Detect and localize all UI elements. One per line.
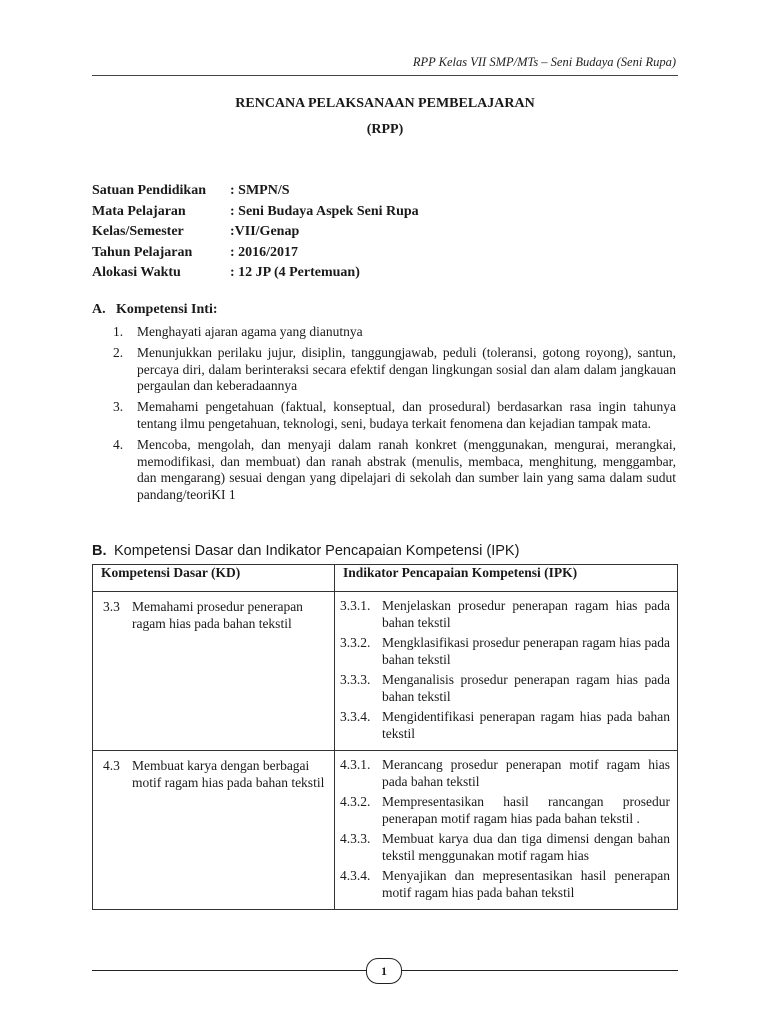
ipk-item	[340, 831, 670, 864]
ipk-cell	[335, 751, 678, 910]
section-b-heading	[92, 543, 519, 559]
header-divider	[92, 75, 678, 76]
info-label: Alokasi Waktu	[92, 265, 181, 280]
kd-item	[103, 599, 326, 632]
ipk-item	[340, 757, 670, 790]
section-letter: A.	[92, 302, 106, 317]
list-item	[113, 399, 676, 433]
ipk-number: 3.3.4.	[340, 709, 371, 724]
ipk-item	[340, 598, 670, 631]
ipk-number: 3.3.2.	[340, 635, 371, 650]
list-item	[113, 345, 676, 395]
ipk-text: Menjelaskan prosedur penerapan ragam hias pada bahan tekstil	[382, 598, 670, 630]
kd-number: 3.3	[103, 599, 120, 614]
info-label: Mata Pelajaran	[92, 203, 186, 219]
running-header: RPP Kelas VII SMP/MTs – Seni Budaya (Seni Rupa)	[412, 55, 676, 69]
list-text: Memahami pengetahuan (faktual, konseptual, dan prosedural) berdasarkan rasa ingin tahunya tentang ilmu pengetahuan, teknologi, seni, budaya terkait fenomena dan kejadian tampak mata.	[137, 399, 676, 431]
list-text: Mencoba, mengolah, dan menyaji dalam ranah konkret (menggunakan, mengurai, merangkai, memodifikasi, dan membuat) dan ranah abstrak (menulis, membaca, menghitung, menggambar, dan mengarang) sesuai dengan yang dipelajari di sekolah dan sumber lain yang sama dalam sudut pandang/teoriKI 1	[137, 436, 676, 503]
section-letter: B.	[92, 543, 107, 559]
ipk-text: Mempresentasikan hasil rancangan prosedur penerapan motif ragam hias pada bahan tekstil .	[382, 794, 670, 826]
document-title	[92, 91, 678, 143]
ipk-number: 4.3.3.	[340, 831, 371, 846]
ipk-text: Menganalisis prosedur penerapan ragam hias pada bahan tekstil	[382, 672, 670, 704]
ipk-number: 3.3.3.	[340, 672, 371, 687]
ipk-item	[340, 635, 670, 668]
title-line-2: (RPP)	[366, 122, 404, 137]
info-value: : SMPN/S	[230, 183, 290, 198]
kd-cell	[93, 751, 335, 910]
page-number-badge: 1	[366, 958, 402, 984]
identity-block	[92, 181, 419, 284]
info-value: : 2016/2017	[230, 244, 299, 260]
info-row-kelas	[92, 222, 419, 243]
info-value: : 12 JP (4 Pertemuan)	[230, 265, 360, 280]
info-row-mapel	[92, 202, 419, 223]
list-number: 2.	[113, 344, 124, 360]
section-title: Kompetensi Inti:	[116, 302, 218, 317]
list-item	[113, 437, 676, 504]
list-number: 4.	[113, 436, 124, 452]
table-header-row	[93, 565, 678, 592]
info-row-alokasi	[92, 263, 419, 284]
kd-item	[103, 758, 326, 791]
info-label: Satuan Pendidikan	[92, 183, 206, 198]
ipk-text: Menyajikan dan mepresentasikan hasil penerapan motif ragam hias pada bahan tekstil	[382, 868, 670, 900]
ipk-text: Merancang prosedur penerapan motif ragam hias pada bahan tekstil	[382, 757, 670, 789]
info-label: Kelas/Semester	[92, 224, 184, 239]
ipk-text: Mengidentifikasi penerapan ragam hias pada bahan tekstil	[382, 709, 670, 741]
ipk-number: 4.3.4.	[340, 868, 371, 883]
list-number: 3.	[113, 399, 124, 415]
ipk-cell	[335, 592, 678, 751]
list-text: Menghayati ajaran agama yang dianutnya	[137, 324, 363, 339]
section-a-heading	[92, 302, 218, 318]
ipk-item	[340, 794, 670, 827]
info-row-satuan	[92, 181, 419, 202]
ipk-text: Membuat karya dua dan tiga dimensi dengan bahan tekstil menggunakan motif ragam hias	[382, 831, 670, 863]
list-text: Menunjukkan perilaku jujur, disiplin, tanggungjawab, peduli (toleransi, gotong royong), santun, percaya diri, dalam berinteraksi secara efektif dengan lingkungan sosial dan alam dalam jangkauan pergaulan dan keberadaannya	[137, 344, 676, 394]
kompetensi-inti-list	[113, 324, 676, 508]
info-value: :VII/Genap	[230, 224, 300, 239]
kd-number: 4.3	[103, 758, 120, 773]
column-header-ipk: Indikator Pencapaian Kompetensi (IPK)	[335, 565, 678, 592]
ipk-text: Mengklasifikasi prosedur penerapan ragam hias pada bahan tekstil	[382, 635, 670, 667]
kd-text: Memahami prosedur penerapan ragam hias pada bahan tekstil	[132, 599, 303, 631]
list-number: 1.	[113, 324, 124, 339]
ipk-number: 4.3.2.	[340, 794, 371, 809]
info-value: : Seni Budaya Aspek Seni Rupa	[230, 203, 419, 219]
kd-ipk-table	[92, 564, 678, 910]
ipk-number: 3.3.1.	[340, 598, 371, 613]
ipk-item	[340, 868, 670, 901]
kd-text: Membuat karya dengan berbagai motif ragam hias pada bahan tekstil	[132, 758, 325, 790]
kd-cell	[93, 592, 335, 751]
ipk-item	[340, 672, 670, 705]
info-label: Tahun Pelajaran	[92, 244, 193, 260]
column-header-kd: Kompetensi Dasar (KD)	[93, 565, 335, 592]
table-row	[93, 751, 678, 910]
info-row-tahun	[92, 243, 419, 264]
list-item	[113, 324, 676, 341]
table-row	[93, 592, 678, 751]
title-line-1: RENCANA PELAKSANAAN PEMBELAJARAN	[235, 96, 535, 111]
section-title: Kompetensi Dasar dan Indikator Pencapaian Kompetensi (IPK)	[114, 543, 520, 559]
ipk-number: 4.3.1.	[340, 757, 371, 772]
ipk-item	[340, 709, 670, 742]
